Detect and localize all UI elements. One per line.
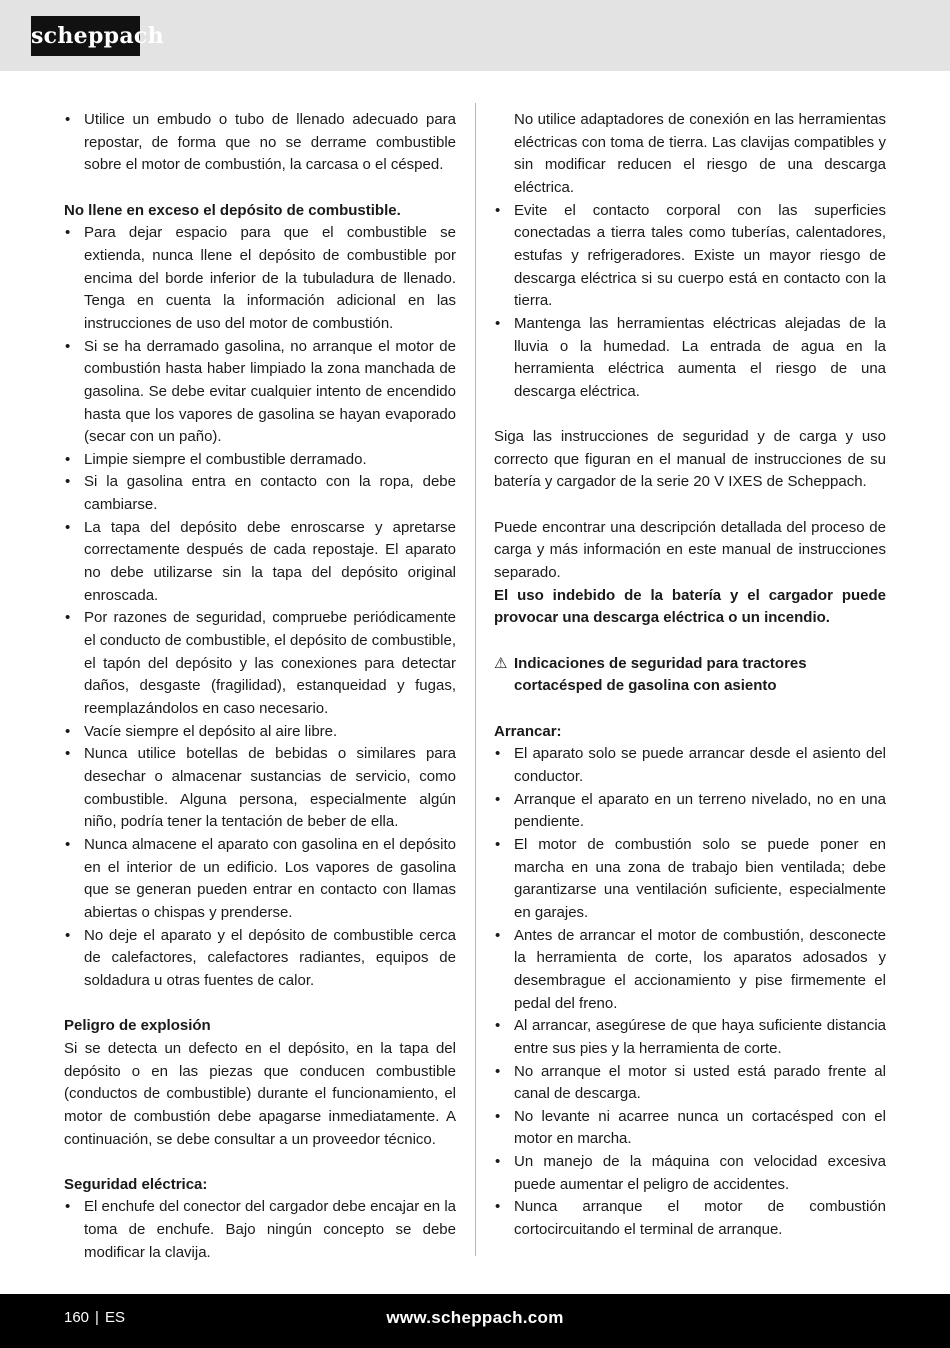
battery-text: Siga las instrucciones de seguridad y de carga y uso correcto que figuran en el manual de instrucciones de su batería y cargador de la serie 20 V IXES de Scheppach. — [494, 428, 886, 491]
column-divider — [475, 103, 476, 1256]
website-url: www.scheppach.com — [386, 1308, 564, 1327]
warning-triangle-icon: ⚠ — [494, 654, 508, 672]
funnel-list — [64, 109, 456, 177]
list-item: • Por razones de seguridad, compruebe periódicamente el conducto de combustible, el depósito de combustible, el tapón del depósito y las conexiones para detectar daños, desgaste (fragilidad), estanqueidad y fugas, reemplazándolos en caso necesario. — [64, 607, 456, 720]
list-item: • Si se ha derramado gasolina, no arranque el motor de combustión hasta haber limpiado la zona manchada de gasolina. Se debe evitar cualquier intento de encendido hasta que los vapores de gasolina se hayan evaporado (secar con un paño). — [64, 336, 456, 449]
overfill-heading: No llene en exceso el depósito de combustible. — [64, 201, 401, 219]
list-item: • Al arrancar, asegúrese de que haya suficiente distancia entre sus pies y la herramienta de corte. — [494, 1015, 886, 1060]
list-item: • Nunca utilice botellas de bebidas o similares para desechar o almacenar sustancias de servicio, como combustible. Alguna persona, especialmente algún niño, podría tener la tentación de beber de ella. — [64, 743, 456, 834]
list-item: • No levante ni acarree nunca un cortacésped con el motor en marcha. — [494, 1106, 886, 1151]
tractor-safety-heading — [494, 653, 886, 698]
start-list — [494, 743, 886, 1241]
footer-separator: | — [95, 1309, 99, 1326]
charging-text: Puede encontrar una descripción detallada del proceso de carga y más información en este manual de instrucciones separado. — [494, 518, 886, 582]
list-item: • Antes de arrancar el motor de combustión, desconecte la herramienta de corte, los aparatos adosados y desembrague el accionamiento y pise firmemente el pedal del freno. — [494, 925, 886, 1016]
misuse-warning: El uso indebido de la batería y el cargador puede provocar una descarga eléctrica o un incendio. — [494, 586, 886, 627]
explosion-text: Si se detecta un defecto en el depósito, en la tapa del depósito o en las piezas que conducen combustible (conductos de combustible) durante el funcionamiento, el motor de combustión debe apagarse inmediatamente. A continuación, se debe consultar a un proveedor técnico. — [64, 1039, 456, 1148]
overfill-list — [64, 222, 456, 992]
list-item: • Vacíe siempre el depósito al aire libre. — [64, 721, 456, 744]
list-item: • Un manejo de la máquina con velocidad excesiva puede aumentar el peligro de accidentes. — [494, 1151, 886, 1196]
list-item: • Nunca arranque el motor de combustión cortocircuitando el terminal de arranque. — [494, 1196, 886, 1241]
electric-list — [64, 1196, 456, 1264]
language-code: ES — [104, 1309, 125, 1326]
list-item: • Utilice un embudo o tubo de llenado adecuado para repostar, de forma que no se derrame combustible sobre el motor de combustión, la carcasa o el césped. — [64, 109, 456, 177]
tractor-heading-text: Indicaciones de seguridad para tractores cortacésped de gasolina con asiento — [514, 654, 807, 695]
right-column — [494, 109, 886, 1242]
list-item: • Para dejar espacio para que el combustible se extienda, nunca llene el depósito de combustible por encima del borde inferior de la tubuladura de llenado. Tenga en cuenta la información adicional en las instrucciones de uso del motor de combustión. — [64, 222, 456, 335]
explosion-heading: Peligro de explosión — [64, 1017, 211, 1035]
list-item: • El enchufe del conector del cargador debe encajar en la toma de enchufe. Bajo ningún concepto se debe modificar la clavija. — [64, 1196, 456, 1264]
electric-list-continued — [494, 200, 886, 404]
scheppach-logo: scheppach — [31, 16, 140, 56]
list-item: • La tapa del depósito debe enroscarse y apretarse correctamente después de cada repostaje. El aparato no debe utilizarse sin la tapa del depósito original enroscada. — [64, 517, 456, 608]
list-item: • No arranque el motor si usted está parado frente al canal de descarga. — [494, 1061, 886, 1106]
list-item: • Mantenga las herramientas eléctricas alejadas de la lluvia o la humedad. La entrada de agua en la herramienta eléctrica aumenta el riesgo de una descarga eléctrica. — [494, 313, 886, 404]
page-number: 160 — [64, 1309, 90, 1326]
page-header — [0, 0, 950, 71]
continued-text: No utilice adaptadores de conexión en las herramientas eléctricas con toma de tierra. Las clavijas compatibles y sin modificar reducen el riesgo de una descarga eléctrica. — [514, 111, 886, 196]
list-item: • Si la gasolina entra en contacto con la ropa, debe cambiarse. — [64, 471, 456, 516]
list-item: • El aparato solo se puede arrancar desde el asiento del conductor. — [494, 743, 886, 788]
list-item: • No deje el aparato y el depósito de combustible cerca de calefactores, calefactores radiantes, equipos de soldadura u otras fuentes de calor. — [64, 925, 456, 993]
electric-safety-heading: Seguridad eléctrica: — [64, 1175, 208, 1193]
start-heading: Arrancar: — [494, 722, 562, 740]
list-item: • Arranque el aparato en un terreno nivelado, no en una pendiente. — [494, 789, 886, 834]
list-item: • Limpie siempre el combustible derramado. — [64, 449, 456, 472]
left-column — [64, 109, 456, 1264]
list-item: • Nunca almacene el aparato con gasolina en el depósito en el interior de un edificio. Los vapores de gasolina que se generan pueden entrar en contacto con llamas abiertas o chispas y prenderse. — [64, 834, 456, 925]
list-item: • El motor de combustión solo se puede poner en marcha en una zona de trabajo bien ventilada; debe garantizarse una ventilación suficiente, especialmente en garajes. — [494, 834, 886, 925]
page-footer — [0, 1294, 950, 1348]
list-item: • Evite el contacto corporal con las superficies conectadas a tierra tales como tuberías, calentadores, estufas y refrigeradores. Existe un mayor riesgo de descarga eléctrica si su cuerpo está en contacto con la tierra. — [494, 200, 886, 313]
